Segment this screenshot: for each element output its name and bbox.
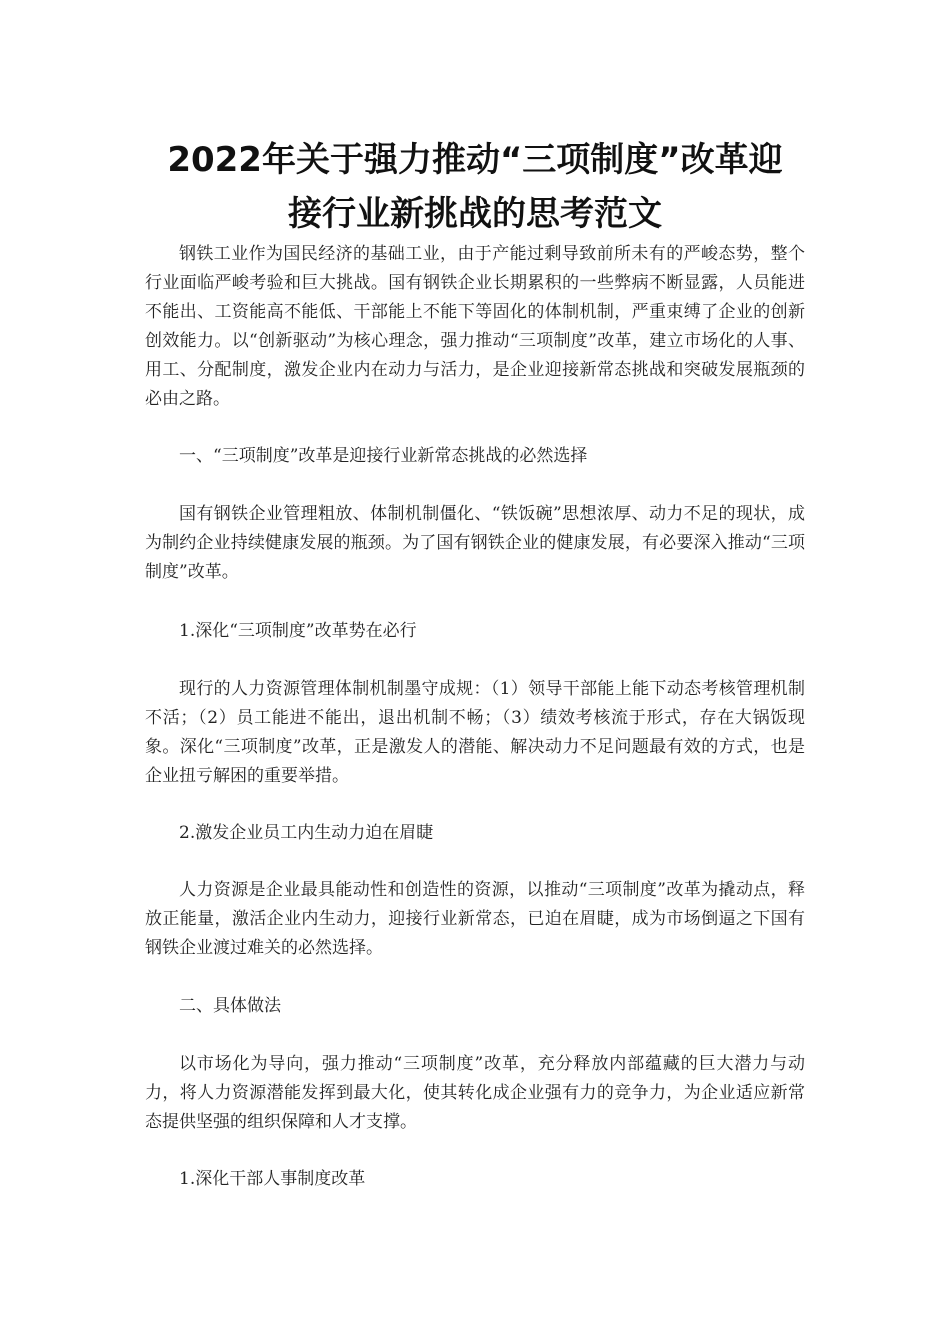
section-2-heading	[145, 992, 805, 1021]
intro-paragraph	[145, 240, 805, 414]
document-title-line-2: 接行业新挑战的思考范文	[288, 194, 662, 234]
section-1-paragraph	[145, 500, 805, 587]
paragraph-text: 人力资源是企业最具能动性和创造性的资源，以推动“三项制度”改革为撬动点，释放正能量，激活企业内生动力，迎接行业新常态，已迫在眉睫，成为市场倒逼之下国有钢铁企业渡过难关的必然选择。	[145, 880, 805, 958]
subsection-1-1-paragraph	[145, 675, 805, 791]
subsection-1-1-heading	[145, 617, 805, 646]
heading-text: 1.深化干部人事制度改革	[179, 1169, 366, 1189]
heading-text: 二、具体做法	[179, 996, 281, 1016]
document-title-line-1: 2022年关于强力推动“三项制度”改革迎	[167, 140, 783, 180]
paragraph-text: 以市场化为导向，强力推动“三项制度”改革，充分释放内部蕴藏的巨大潜力与动力，将人力资源潜能发挥到最大化，使其转化成企业强有力的竞争力，为企业适应新常态提供坚强的组织保障和人才支撑。	[145, 1054, 805, 1132]
subsection-1-2-paragraph	[145, 876, 805, 963]
paragraph-text: 钢铁工业作为国民经济的基础工业，由于产能过剩导致前所未有的严峻态势，整个行业面临严峻考验和巨大挑战。国有钢铁企业长期累积的一些弊病不断显露，人员能进不能出、工资能高不能低、干部能上不能下等固化的体制机制，严重束缚了企业的创新创效能力。以“创新驱动”为核心理念，强力推动“三项制度”改革，建立市场化的人事、用工、分配制度，激发企业内在动力与活力，是企业迎接新常态挑战和突破发展瓶颈的必由之路。	[145, 244, 805, 409]
section-2-paragraph	[145, 1050, 805, 1137]
section-1-heading	[145, 442, 805, 471]
heading-text: 1.深化“三项制度”改革势在必行	[179, 621, 417, 641]
subsection-2-1-heading	[145, 1165, 805, 1194]
paragraph-text: 现行的人力资源管理体制机制墨守成规：（1）领导干部能上能下动态考核管理机制不活；（2）员工能进不能出，退出机制不畅；（3）绩效考核流于形式，存在大锅饭现象。深化“三项制度”改革，正是激发人的潜能、解决动力不足问题最有效的方式，也是企业扭亏解困的重要举措。	[145, 679, 805, 786]
subsection-1-2-heading	[145, 819, 805, 848]
heading-text: 一、“三项制度”改革是迎接行业新常态挑战的必然选择	[179, 446, 588, 466]
heading-text: 2.激发企业员工内生动力迫在眉睫	[179, 823, 434, 843]
paragraph-text: 国有钢铁企业管理粗放、体制机制僵化、“铁饭碗”思想浓厚、动力不足的现状，成为制约企业持续健康发展的瓶颈。为了国有钢铁企业的健康发展，有必要深入推动“三项制度”改革。	[145, 504, 805, 582]
